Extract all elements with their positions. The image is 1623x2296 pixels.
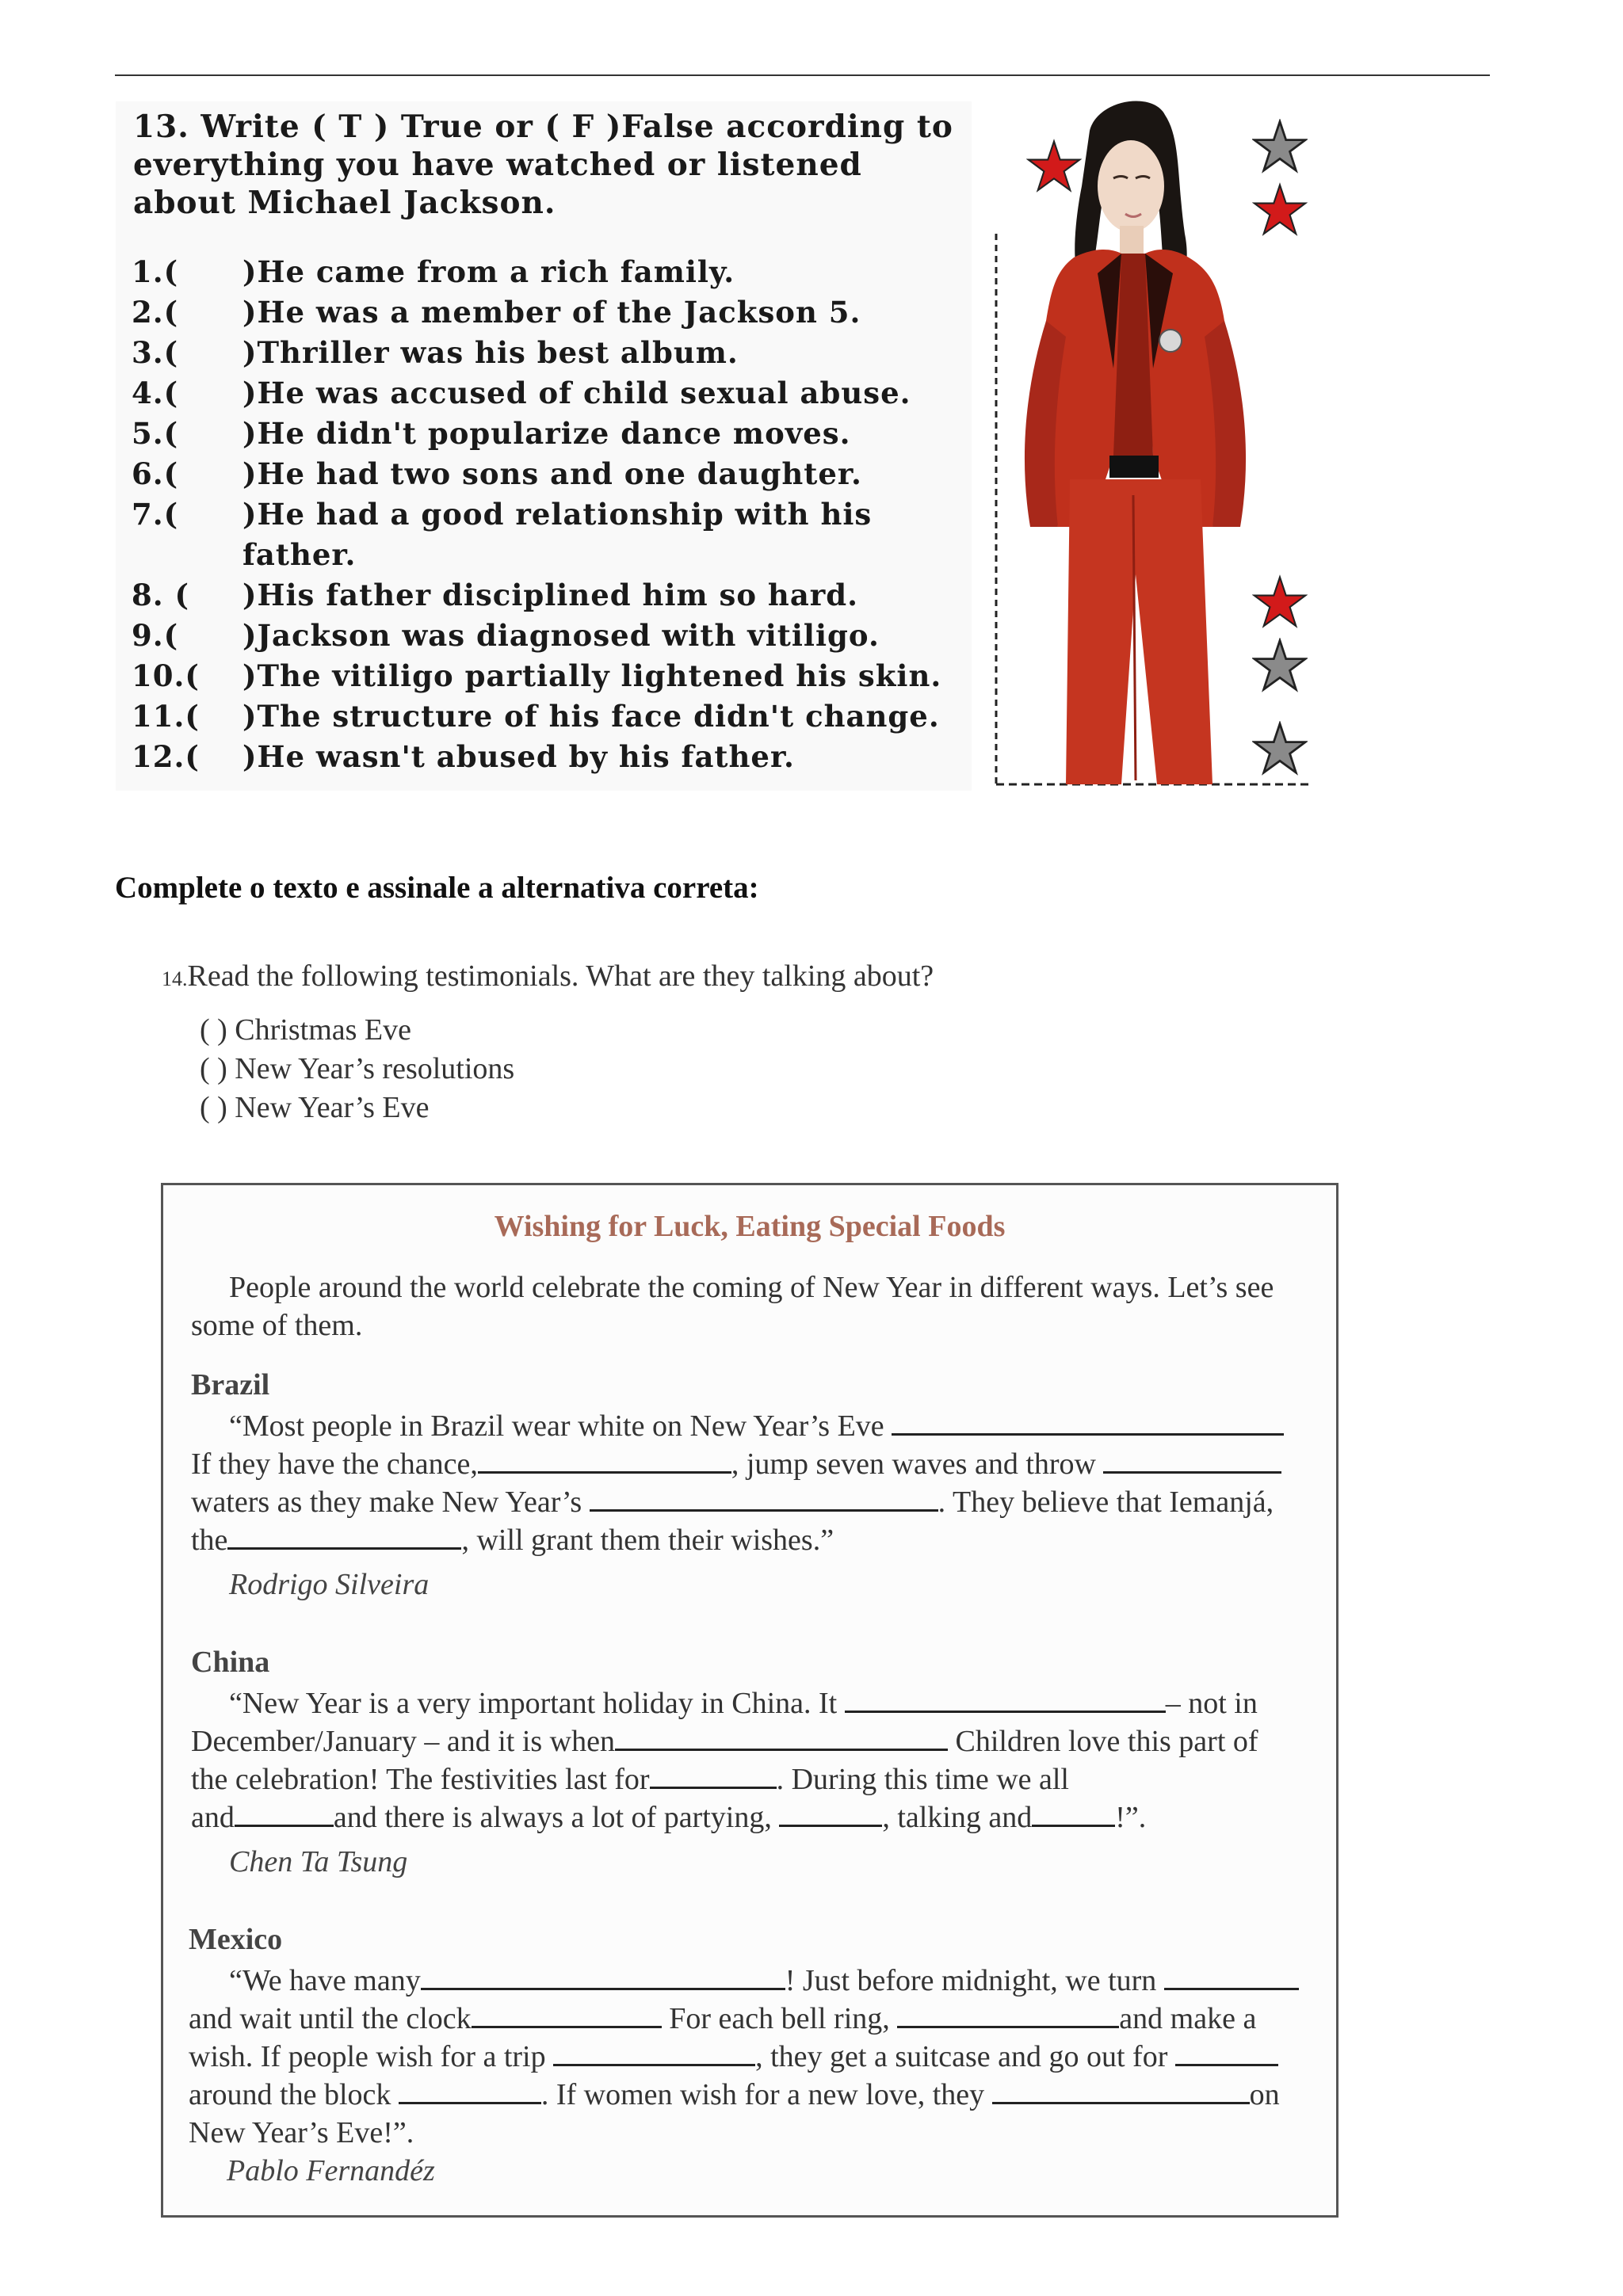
item-number[interactable]: 11.( — [132, 699, 200, 734]
blank[interactable] — [478, 1447, 731, 1474]
blank[interactable] — [1032, 1801, 1115, 1827]
option-christmas-eve[interactable]: ( ) Christmas Eve — [200, 1013, 412, 1047]
gray-star-icon — [1252, 638, 1308, 693]
blank[interactable] — [227, 1524, 461, 1550]
blank[interactable] — [235, 1801, 334, 1827]
item-text: )His father disciplined him so hard. — [242, 578, 859, 612]
author-mexico: Pablo Fernandéz — [227, 2154, 435, 2187]
item-number[interactable]: 5.( — [132, 416, 179, 451]
intro-line-1: People around the world celebrate the coming of New Year in different ways. Let’s see — [229, 1271, 1274, 1304]
item-number[interactable]: 10.( — [132, 658, 200, 693]
author-brazil: Rodrigo Silveira — [229, 1568, 430, 1601]
blank[interactable] — [845, 1687, 1166, 1713]
china-line-4: and and there is always a lot of partying, , talking and !”. — [191, 1801, 1147, 1834]
true-false-item — [132, 414, 972, 454]
testimonials-box — [161, 1183, 1338, 2218]
item-text: )He didn't popularize dance moves. — [242, 416, 851, 451]
item-text: father. — [242, 537, 357, 572]
item-number[interactable] — [132, 535, 242, 575]
item-text: )He wasn't abused by his father. — [242, 739, 795, 774]
brazil-line-1: “Most people in Brazil wear white on New Year’s Eve — [229, 1407, 1284, 1445]
item-number[interactable]: 2.( — [132, 295, 179, 330]
blank[interactable] — [1175, 2040, 1278, 2066]
china-line-1: “New Year is a very important holiday in China. It – not in — [229, 1687, 1258, 1720]
true-false-item — [132, 252, 972, 292]
intro-line-2: some of them. — [191, 1309, 363, 1342]
item-number[interactable]: 1.( — [132, 254, 179, 289]
item-text: )Thriller was his best album. — [242, 335, 739, 370]
item-number[interactable]: 12.( — [132, 739, 200, 774]
item-number[interactable]: 4.( — [132, 376, 179, 410]
blank[interactable] — [892, 1409, 1284, 1436]
mexico-line-4: around the block . If women wish for a new love, they on — [189, 2078, 1280, 2111]
item-text: )He had two sons and one daughter. — [242, 456, 862, 491]
blank[interactable] — [897, 2002, 1119, 2028]
item-number[interactable]: 9.( — [132, 618, 179, 653]
option-new-years-resolutions[interactable]: ( ) New Year’s resolutions — [200, 1052, 515, 1085]
blank[interactable] — [421, 1964, 785, 1990]
blank[interactable] — [399, 2078, 541, 2104]
question-14-text: Read the following testimonials. What are they talking about? — [187, 959, 934, 993]
box-title: Wishing for Luck, Eating Special Foods — [494, 1210, 1006, 1243]
blank[interactable] — [779, 1801, 882, 1827]
country-brazil: Brazil — [191, 1368, 270, 1402]
mexico-line-1: “We have many ! Just before midnight, we turn — [229, 1962, 1299, 2000]
true-false-item — [132, 656, 972, 696]
true-false-item — [132, 575, 972, 616]
item-text: )He had a good relationship with his — [242, 497, 873, 532]
mexico-line-3: wish. If people wish for a trip , they get a suitcase and go out for — [189, 2038, 1278, 2076]
blank[interactable] — [615, 1725, 948, 1751]
china-line-2: December/January – and it is when Children love this part of — [191, 1725, 1258, 1758]
item-text: )He was a member of the Jackson 5. — [242, 295, 861, 330]
mexico-line-2: and wait until the clock For each bell ring, and make a — [189, 2002, 1257, 2035]
brazil-line-2: If they have the chance, , jump seven waves and throw — [191, 1445, 1281, 1483]
exercise-13-items — [132, 252, 972, 777]
country-mexico: Mexico — [189, 1923, 283, 1956]
red-star-icon — [1252, 182, 1308, 238]
exercise-13 — [116, 101, 972, 791]
red-star-icon — [1026, 139, 1082, 194]
exercise-13-title: 13. Write ( T ) True or ( F )False according to everything you have watched or listened about Michael Jackson. — [133, 109, 953, 221]
item-text: )He came from a rich family. — [242, 254, 735, 289]
true-false-item — [132, 535, 972, 575]
item-text: )The vitiligo partially lightened his skin. — [242, 658, 942, 693]
gray-star-icon — [1252, 721, 1308, 776]
china-line-3: the celebration! The festivities last for . During this time we all — [191, 1763, 1069, 1796]
question-14 — [162, 959, 934, 994]
blank[interactable] — [650, 1763, 777, 1789]
brazil-line-3: waters as they make New Year’s . They believe that Iemanjá, — [191, 1486, 1274, 1519]
true-false-item — [132, 616, 972, 656]
item-text: )The structure of his face didn't change. — [242, 699, 940, 734]
question-14-number: 14. — [162, 967, 188, 990]
true-false-item — [132, 737, 972, 777]
red-star-icon — [1252, 574, 1308, 630]
gray-star-icon — [1252, 119, 1308, 174]
blank[interactable] — [590, 1486, 938, 1512]
author-china: Chen Ta Tsung — [229, 1845, 408, 1878]
item-number[interactable]: 3.( — [132, 335, 179, 370]
michael-jackson-image — [995, 83, 1312, 788]
true-false-item — [132, 696, 972, 737]
blank[interactable] — [992, 2078, 1250, 2104]
true-false-item — [132, 373, 972, 414]
item-number[interactable]: 8. ( — [132, 578, 190, 612]
item-text: )He was accused of child sexual abuse. — [242, 376, 911, 410]
true-false-item — [132, 454, 972, 494]
item-text: )Jackson was diagnosed with vitiligo. — [242, 618, 880, 653]
option-new-years-eve[interactable]: ( ) New Year’s Eve — [200, 1091, 430, 1124]
item-number[interactable]: 6.( — [132, 456, 179, 491]
blank[interactable] — [553, 2040, 755, 2066]
country-china: China — [191, 1646, 270, 1679]
blank[interactable] — [1164, 1964, 1299, 1990]
brazil-line-4: the , will grant them their wishes.” — [191, 1524, 834, 1557]
blank[interactable] — [1103, 1447, 1281, 1474]
top-rule — [115, 74, 1490, 76]
true-false-item — [132, 494, 972, 535]
true-false-item — [132, 292, 972, 333]
question-14-options — [200, 1011, 514, 1127]
section-heading: Complete o texto e assinale a alternativa correta: — [115, 871, 759, 905]
blank[interactable] — [472, 2002, 662, 2028]
mexico-line-5: New Year’s Eve!”. — [189, 2116, 414, 2149]
true-false-item — [132, 333, 972, 373]
item-number[interactable]: 7.( — [132, 497, 179, 532]
